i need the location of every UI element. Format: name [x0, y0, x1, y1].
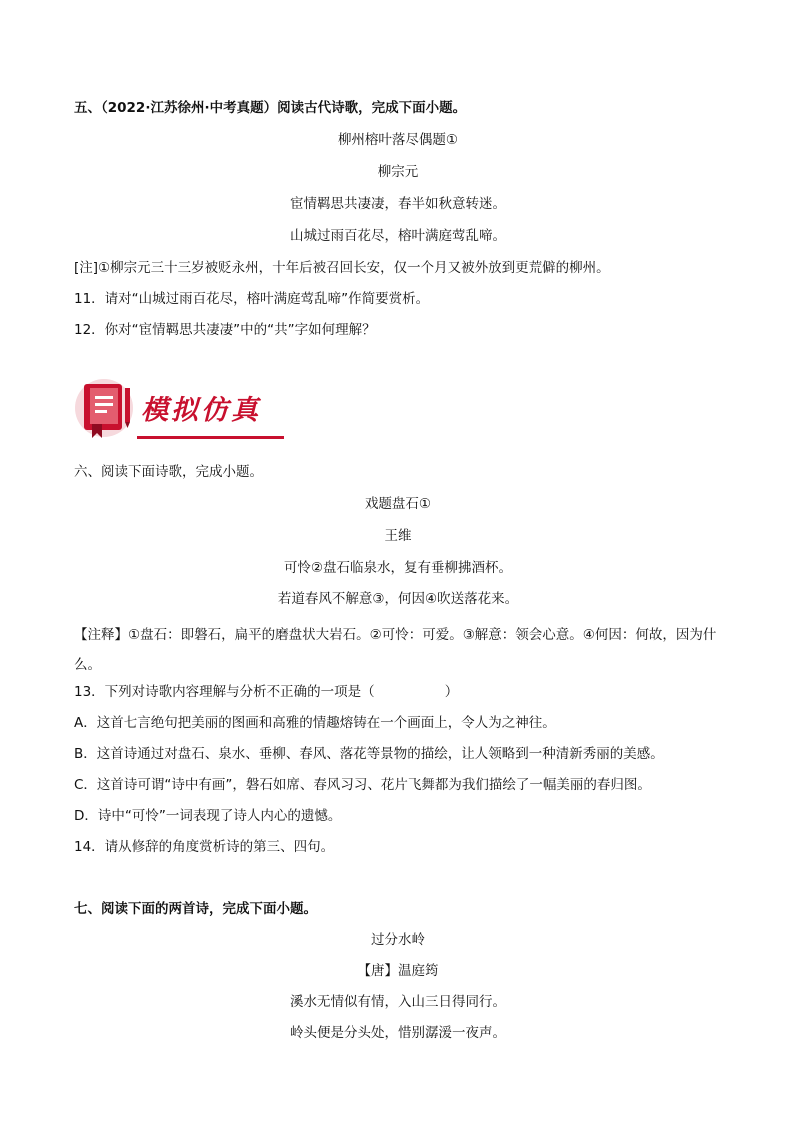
question-12: 12．你对“宦情羁思共凄凄”中的“共”字如何理解？ [74, 322, 376, 338]
section7-poem-title: 过分水岭 [371, 932, 425, 948]
section-banner [74, 378, 284, 442]
section6-author: 王维 [384, 528, 412, 544]
section6-poem-line1: 可怜②盘石临泉水，复有垂柳拂酒杯。 [283, 560, 513, 576]
section7-author: 【唐】温庭筠 [357, 963, 439, 979]
section6-heading: 六、阅读下面诗歌，完成小题。 [74, 464, 263, 480]
section7-heading: 七、阅读下面的两首诗，完成下面小题。 [74, 901, 317, 917]
section5-poem-line2: 山城过雨百花尽，榕叶满庭莺乱啼。 [290, 228, 506, 244]
question-14: 14．请从修辞的角度赏析诗的第三、四句。 [74, 839, 335, 855]
section6-poem-title: 戏题盘石① [364, 496, 432, 512]
banner-title: 模拟仿真 [141, 395, 261, 426]
option-d: D．诗中“可怜”一词表现了诗人内心的遗憾。 [74, 808, 342, 824]
section7-poem-line1: 溪水无情似有情，入山三日得同行。 [290, 994, 506, 1010]
banner-underline [137, 436, 284, 439]
option-a: A．这首七言绝句把美丽的图画和高雅的情趣熔铸在一个画面上，令人为之神往。 [74, 715, 556, 731]
option-b: B．这首诗通过对盘石、泉水、垂柳、春风、落花等景物的描绘，让人领略到一种清新秀丽的美感。 [74, 746, 664, 762]
section6-poem-line2: 若道春风不解意③，何因④吹送落花来。 [277, 591, 519, 607]
section5-author: 柳宗元 [377, 164, 419, 180]
section5-poem-line1: 宦情羁思共凄凄，春半如秋意转迷。 [290, 196, 506, 212]
option-c: C．这首诗可谓“诗中有画”，磐石如席、春风习习、花片飞舞都为我们描绘了一幅美丽的春归图。 [74, 777, 651, 793]
question-13 [74, 682, 722, 702]
book-icon [74, 378, 136, 442]
question-13-text: 13．下列对诗歌内容理解与分析不正确的一项是（ [74, 684, 375, 700]
question-11: 11．请对“山城过雨百花尽，榕叶满庭莺乱啼”作简要赏析。 [74, 291, 430, 307]
section5-note: [注]①柳宗元三十三岁被贬永州，十年后被召回长安，仅一个月又被外放到更荒僻的柳州。 [74, 260, 610, 276]
section7-poem-line2: 岭头便是分头处，惜别潺湲一夜声。 [290, 1025, 506, 1041]
section5-heading: 五、（2022·江苏徐州·中考真题）阅读古代诗歌，完成下面小题。 [74, 100, 467, 116]
section5-poem-title: 柳州榕叶落尽偶题① [337, 132, 459, 148]
section6-note: 【注释】①盘石：即磐石，扁平的磨盘状大岩石。②可怜：可爱。③解意：领会心意。④何因：何故，因为什么。 [74, 627, 717, 673]
question-13-close: ） [444, 684, 459, 700]
